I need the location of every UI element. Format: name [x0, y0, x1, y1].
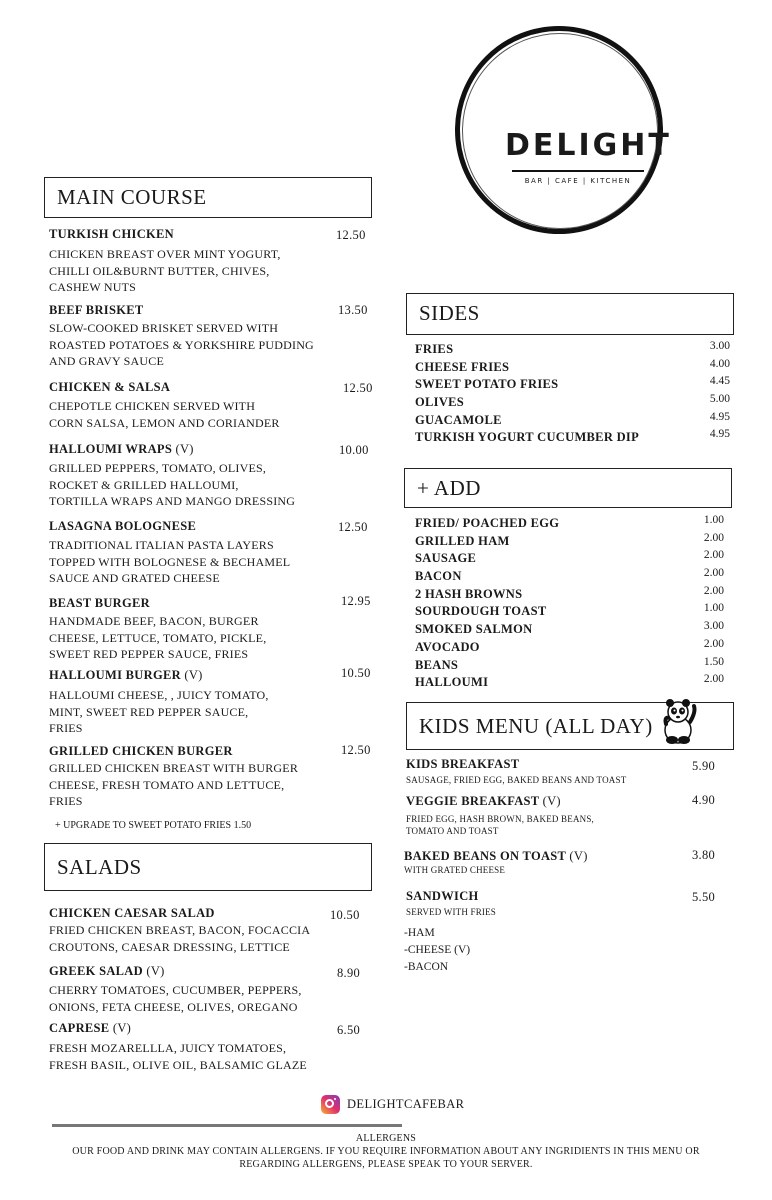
item-description: FRESH MOZARELLLA, JUICY TOMATOES, FRESH BASIL, OLIVE OIL, BALSAMIC GLAZE	[49, 1041, 307, 1072]
sandwich-options	[404, 925, 470, 976]
item-price: 13.50	[338, 303, 368, 317]
item-price: 5.90	[692, 759, 716, 773]
list-item: HALLOUMI 2.00	[415, 673, 724, 690]
sides-list	[415, 340, 730, 446]
item-price: 10.50	[330, 908, 360, 922]
allergens-text: OUR FOOD AND DRINK MAY CONTAIN ALLERGENS. IF YOU REQUIRE INFORMATION ABOUT ANY INGRIDIENTS IN THIS MENU OR REGARDING ALLERGENS, PLEASE SPEAK TO YOUR SERVER.	[72, 1146, 700, 1170]
item-name: CHICKEN CAESAR SALAD	[49, 906, 215, 920]
list-item: SMOKED SALMON 3.00	[415, 620, 724, 637]
item-name: GREEK SALAD (V)	[49, 964, 165, 978]
item-description: FRIED EGG, HASH BROWN, BAKED BEANS, TOMATO AND TOAST	[406, 814, 595, 836]
item-price: 12.50	[341, 743, 371, 757]
list-item: GRILLED HAM 2.00	[415, 531, 724, 548]
list-item: -BACON	[404, 961, 449, 973]
item-description: CHEPOTLE CHICKEN SERVED WITH CORN SALSA, LEMON AND CORIANDER	[49, 399, 280, 430]
item-name: BEAST BURGER	[49, 596, 150, 610]
list-item: -HAM	[404, 927, 435, 939]
item-name: HALLOUMI BURGER (V)	[49, 668, 203, 682]
list-item: BEANS 1.50	[415, 655, 724, 672]
item-description: CHICKEN BREAST OVER MINT YOGURT, CHILLI OIL&BURNT BUTTER, CHIVES, CASHEW NUTS	[49, 247, 281, 294]
item-description: GRILLED PEPPERS, TOMATO, OLIVES, ROCKET & GRILLED HALLOUMI, TORTILLA WRAPS AND MANGO DRESSING	[49, 461, 296, 508]
item-description: SAUSAGE, FRIED EGG, BAKED BEANS AND TOAST	[406, 775, 627, 785]
item-description: CHERRY TOMATOES, CUCUMBER, PEPPERS, ONIONS, FETA CHEESE, OLIVES, OREGANO	[49, 983, 302, 1014]
list-item: GUACAMOLE 4.95	[415, 410, 730, 427]
list-item: TURKISH YOGURT CUCUMBER DIP 4.95	[415, 428, 730, 445]
add-heading: + ADD	[404, 468, 732, 508]
list-item: OLIVES 5.00	[415, 393, 730, 410]
item-price: 4.90	[692, 793, 716, 807]
list-item: AVOCADO 2.00	[415, 637, 724, 654]
item-price: 6.50	[337, 1023, 361, 1037]
list-item: 2 HASH BROWNS 2.00	[415, 584, 724, 601]
item-price: 8.90	[337, 966, 361, 980]
panda-icon	[656, 696, 702, 746]
item-description: FRIED CHICKEN BREAST, BACON, FOCACCIA CROUTONS, CAESAR DRESSING, LETTICE	[49, 923, 311, 954]
item-price: 12.50	[338, 520, 368, 534]
item-description: WITH GRATED CHEESE	[404, 865, 506, 875]
item-name: SANDWICH	[406, 889, 479, 903]
item-description: TRADITIONAL ITALIAN PASTA LAYERS TOPPED WITH BOLOGNESE & BECHAMEL SAUCE AND GRATED CHEESE	[49, 538, 291, 585]
list-item: SAUSAGE 2.00	[415, 549, 724, 566]
list-item: SWEET POTATO FRIES 4.45	[415, 375, 730, 392]
item-description: SERVED WITH FRIES	[406, 907, 497, 917]
add-list	[415, 514, 724, 691]
item-price: 12.95	[341, 594, 371, 608]
kids-menu-heading: KIDS MENU (ALL DAY)	[406, 702, 734, 750]
item-description: HALLOUMI CHEESE, , JUICY TOMATO, MINT, SWEET RED PEPPER SAUCE, FRIES	[49, 688, 269, 735]
upgrade-note: + UPGRADE TO SWEET POTATO FRIES 1.50	[55, 820, 252, 831]
logo-divider	[512, 170, 644, 172]
list-item: FRIES 3.00	[415, 340, 730, 356]
item-description: GRILLED CHICKEN BREAST WITH BURGER CHEESE, FRESH TOMATO AND LETTUCE, FRIES	[49, 761, 299, 808]
item-name: TURKISH CHICKEN	[49, 227, 175, 241]
divider	[52, 1124, 402, 1127]
item-name: CHICKEN & SALSA	[49, 380, 171, 394]
item-price: 12.50	[336, 228, 366, 242]
logo-title: DELIGHT	[505, 128, 672, 163]
salads-heading: SALADS	[44, 843, 372, 891]
main-course-heading: MAIN COURSE	[44, 177, 372, 218]
item-description: HANDMADE BEEF, BACON, BURGER CHEESE, LETTUCE, TOMATO, PICKLE, SWEET RED PEPPER SAUCE, FRIES	[49, 614, 267, 661]
sides-heading: SIDES	[406, 293, 734, 335]
item-name: BAKED BEANS ON TOAST (V)	[404, 849, 588, 863]
item-name: BEEF BRISKET	[49, 303, 144, 317]
list-item: CHEESE FRIES 4.00	[415, 357, 730, 374]
allergens-title: ALLERGENS	[355, 1133, 417, 1144]
instagram-icon[interactable]	[321, 1095, 340, 1114]
instagram-handle[interactable]: DELIGHTCAFEBAR	[347, 1097, 465, 1111]
item-name: GRILLED CHICKEN BURGER	[49, 744, 233, 758]
list-item: FRIED/ POACHED EGG 1.00	[415, 514, 724, 530]
item-name: VEGGIE BREAKFAST (V)	[406, 794, 561, 808]
list-item: BACON 2.00	[415, 567, 724, 584]
item-name: KIDS BREAKFAST	[406, 757, 520, 771]
item-price: 10.50	[341, 666, 371, 680]
item-price: 3.80	[692, 848, 716, 862]
item-price: 12.50	[343, 381, 373, 395]
item-name: CAPRESE (V)	[49, 1021, 132, 1035]
item-price: 5.50	[692, 890, 716, 904]
item-price: 10.00	[339, 443, 369, 457]
list-item: SOURDOUGH TOAST 1.00	[415, 602, 724, 619]
item-name: LASAGNA BOLOGNESE	[49, 519, 197, 533]
item-name: HALLOUMI WRAPS (V)	[49, 442, 194, 456]
logo-subtitle: BAR | CAFE | KITCHEN	[524, 177, 632, 185]
item-description: SLOW-COOKED BRISKET SERVED WITH ROASTED POTATOES & YORKSHIRE PUDDING AND GRAVY SAUCE	[49, 321, 314, 368]
list-item: -CHEESE (V)	[404, 944, 471, 956]
